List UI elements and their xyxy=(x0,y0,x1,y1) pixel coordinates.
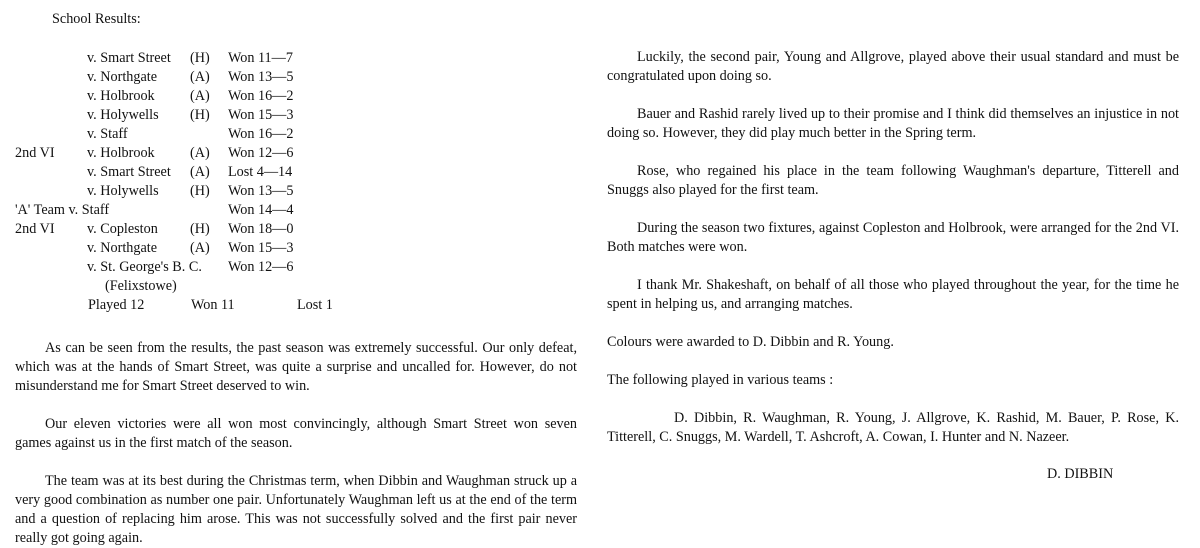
result-venue: (A) xyxy=(190,145,210,161)
players-list: D. Dibbin, R. Waughman, R. Young, J. Allgrove, K. Rashid, M. Bauer, P. Rose, K. Titterell, C. Snuggs, M. Wardell, T. Ashcroft, A. Cowan, I. Hunter and N. Nazeer. xyxy=(607,410,1179,445)
result-score: Lost 4—14 xyxy=(228,164,293,180)
result-opponent: v. Copleston xyxy=(87,221,158,237)
result-opponent: v. Holbrook xyxy=(87,145,155,161)
played-intro: The following played in various teams : xyxy=(607,372,834,388)
result-score: Won 13—5 xyxy=(228,183,294,199)
result-score: Won 14—4 xyxy=(228,202,294,218)
result-team: 2nd VI xyxy=(15,145,55,161)
results-heading: School Results: xyxy=(52,11,141,27)
result-opponent: v. Holywells xyxy=(87,183,159,199)
result-venue: (A) xyxy=(190,240,210,256)
left-paragraph: As can be seen from the results, the past season was extremely successful. Our only defeat, which was at the hands of Smart Street, was quite a surprise and uncalled for. However, do not misunderstand me for Smart Street deserved to win. xyxy=(15,340,577,394)
right-paragraph: I thank Mr. Shakeshaft, on behalf of all those who played throughout the year, for the time he spent in helping us, and arranging matches. xyxy=(607,277,1179,312)
result-score: Won 15—3 xyxy=(228,240,294,256)
left-paragraph: The team was at its best during the Christmas term, when Dibbin and Waughman struck up a very good combination as number one pair. Unfortunately Waughman left us at the end of the term and a question of replacing him arose. This was not successfully solved and the first pair never really got going again. xyxy=(15,473,577,546)
result-score: Won 12—6 xyxy=(228,145,294,161)
result-venue: (A) xyxy=(190,69,210,85)
result-venue: (A) xyxy=(190,164,210,180)
result-opponent: v. Holbrook xyxy=(87,88,155,104)
right-paragraph: Bauer and Rashid rarely lived up to their promise and I think did themselves an injustice in not doing so. However, they did play much better in the Spring term. xyxy=(607,106,1179,141)
result-opponent: v. Holywells xyxy=(87,107,159,123)
result-score: Won 13—5 xyxy=(228,69,294,85)
right-paragraph: During the season two fixtures, against Copleston and Holbrook, were arranged for the 2nd VI. Both matches were won. xyxy=(607,220,1179,255)
result-venue: (H) xyxy=(190,50,210,66)
result-score: Won 11—7 xyxy=(228,50,293,66)
result-venue: (H) xyxy=(190,107,210,123)
result-opponent: v. St. George's B. C. xyxy=(87,259,202,275)
result-opponent: v. Staff xyxy=(87,126,128,142)
result-score: Won 12—6 xyxy=(228,259,294,275)
right-paragraph: Luckily, the second pair, Young and Allgrove, played above their usual standard and must be congratulated upon doing so. xyxy=(607,49,1179,84)
result-opponent: v. Northgate xyxy=(87,240,157,256)
right-paragraph: Rose, who regained his place in the team following Waughman's departure, Titterell and Snuggs also played for the first team. xyxy=(607,163,1179,198)
result-score: Won 16—2 xyxy=(228,88,294,104)
result-score: Won 16—2 xyxy=(228,126,294,142)
left-paragraph: Our eleven victories were all won most convincingly, although Smart Street won seven games against us in the first match of the season. xyxy=(15,416,577,451)
summary-won: Won 11 xyxy=(191,297,235,313)
signature: D. DIBBIN xyxy=(1047,466,1114,482)
result-note: (Felixstowe) xyxy=(105,278,177,294)
result-team: 2nd VI xyxy=(15,221,55,237)
result-venue: (H) xyxy=(190,221,210,237)
result-score: Won 18—0 xyxy=(228,221,294,237)
result-score: Won 15—3 xyxy=(228,107,294,123)
result-venue: (H) xyxy=(190,183,210,199)
result-opponent: v. Smart Street xyxy=(87,164,171,180)
colours-line: Colours were awarded to D. Dibbin and R. Young. xyxy=(607,334,894,350)
result-team: 'A' Team v. Staff xyxy=(15,202,110,218)
result-opponent: v. Northgate xyxy=(87,69,157,85)
result-venue: (A) xyxy=(190,88,210,104)
summary-lost: Lost 1 xyxy=(297,297,333,313)
summary-played: Played 12 xyxy=(88,297,145,313)
result-opponent: v. Smart Street xyxy=(87,50,171,66)
